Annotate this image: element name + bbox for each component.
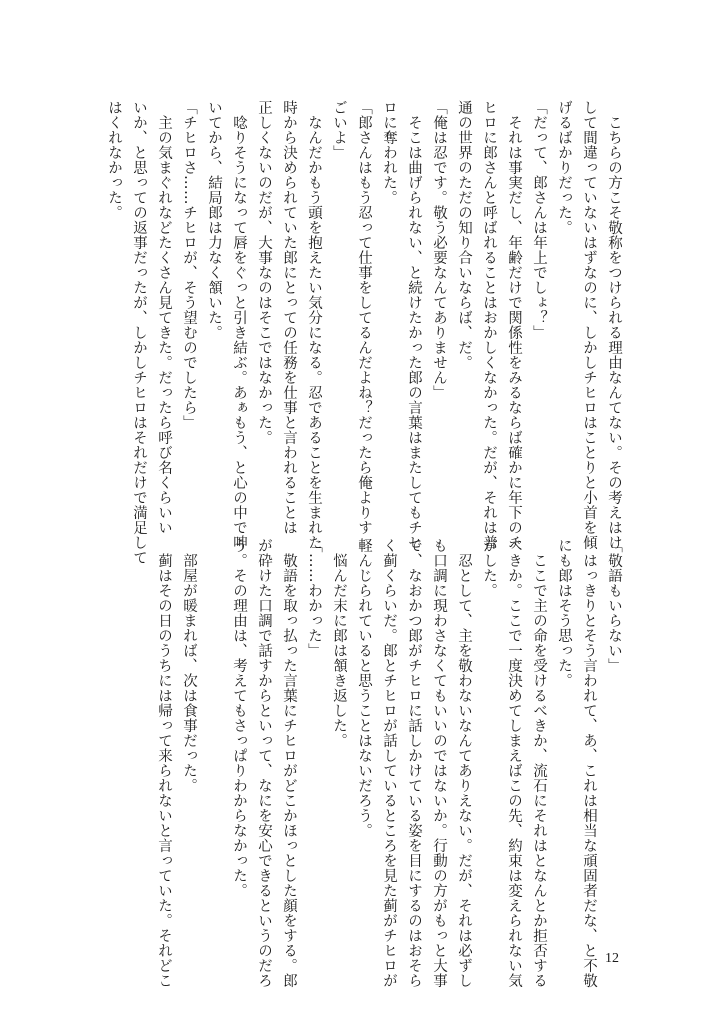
text-line: が砕けた口調で話すからといって、なにを安心できるというのだろ xyxy=(256,538,272,988)
text-line: 敬語を取っ払った言葉にチヒロがどこかほっとした顔をする。郎 xyxy=(281,538,297,988)
text-line: いか、と思っての返事だったが、しかしチヒロはそれだけで満足して xyxy=(131,100,147,565)
text-line: いてから、結局郎は力なく頷いた。 xyxy=(206,100,222,340)
text-line: 通の世界のただの知り合いならば、だ。 xyxy=(456,100,472,370)
text-line: も口調に現わさなくてもいいのではないか。行動の方がもっと大事 xyxy=(431,538,447,988)
text-line: 「郎さんはもう忍って仕事をしてるんだよね？だったら俺よりす xyxy=(356,100,372,535)
text-line: う。その理由は、考えてもさっぱりわからなかった。 xyxy=(231,538,247,898)
text-line: 「敬語もいらない」 xyxy=(606,538,622,673)
text-line: げるばかりだった。 xyxy=(556,100,572,235)
text-line: 「チヒロさ……チヒロが、そう望むのでしたら」 xyxy=(181,100,197,430)
text-line: して間違っていないはずなのに、しかしチヒロはことりと小首を傾 xyxy=(581,100,597,550)
text-line: 正しくないのだが、大事なのはそこではなかった。 xyxy=(256,100,272,445)
text-line: 唸りそうになって唇をぐっと引き結ぶ。あぁもう、と心の中で呻 xyxy=(231,100,247,550)
text-line: べきか。ここで一度決めてしまえばこの先、約束は変えられない気 xyxy=(506,538,522,988)
text-line: なんだかもう頭を抱えたい気分になる。忍であることを生まれた xyxy=(306,100,322,550)
text-line: それは事実だし、年齢だけで関係性をみるならば確かに年下のチ xyxy=(506,100,522,550)
text-line: 軽んじられていると思うことはないだろう。 xyxy=(356,538,372,838)
upper-text-block xyxy=(101,100,626,565)
text-line: 蓟はその日のうちには帰って来られないと言っていた。それどこ xyxy=(156,538,172,988)
text-line: く蓟くらいだ。郎とチヒロが話しているところを見た蓟がチヒロが xyxy=(381,538,397,988)
text-line: 忍として、主を敬わないなんてありえない。だが、それは必ずし xyxy=(456,538,472,988)
text-line: はっきりとそう言われて、あ、これは相当な頑固者だな、と不敬 xyxy=(581,538,597,988)
text-line: 部屋が暖まれば、次は食事だった。 xyxy=(181,538,197,793)
text-line: ここで主の命を受けるべきか、流石にそれはとなんとか拒否する xyxy=(531,538,547,988)
text-line: 「俺は忍です。敬う必要なんてありません」 xyxy=(431,100,447,400)
text-line xyxy=(201,538,226,933)
text-line: はくれなかった。 xyxy=(106,100,122,220)
text-line: 「……わかった」 xyxy=(306,538,322,658)
text-line: ごいよ」 xyxy=(331,100,347,160)
text-line: 悩んだ末に郎は頷き返した。 xyxy=(331,538,347,748)
text-line: そこは曲げられない、と続けたかった郎の言葉はまたしてもチヒ xyxy=(406,100,422,550)
page-number: 12 xyxy=(605,951,619,966)
text-line: ロに奪われた。 xyxy=(381,100,397,205)
text-line: で、なおかつ郎がチヒロに話しかけている姿を目にするのはおそら xyxy=(406,538,422,988)
text-line: 「だって、郎さんは年上でしょ？」 xyxy=(531,100,547,340)
text-line: 時から決められていた郎にとっての任務を仕事と言われることは xyxy=(281,100,297,535)
text-line: にも郎はそう思った。 xyxy=(556,538,572,688)
text-line: 主の気まぐれなどたくさん見てきた。だったら呼び名くらいい xyxy=(156,100,172,535)
text-line: がした。 xyxy=(481,538,497,598)
text-line: こちらの方こそ敬称をつけられる理由なんてない。その考えはけ xyxy=(606,100,622,550)
text-line: ヒロに郎さんと呼ばれることはおかしくなかった。だが、それは普 xyxy=(481,100,497,550)
